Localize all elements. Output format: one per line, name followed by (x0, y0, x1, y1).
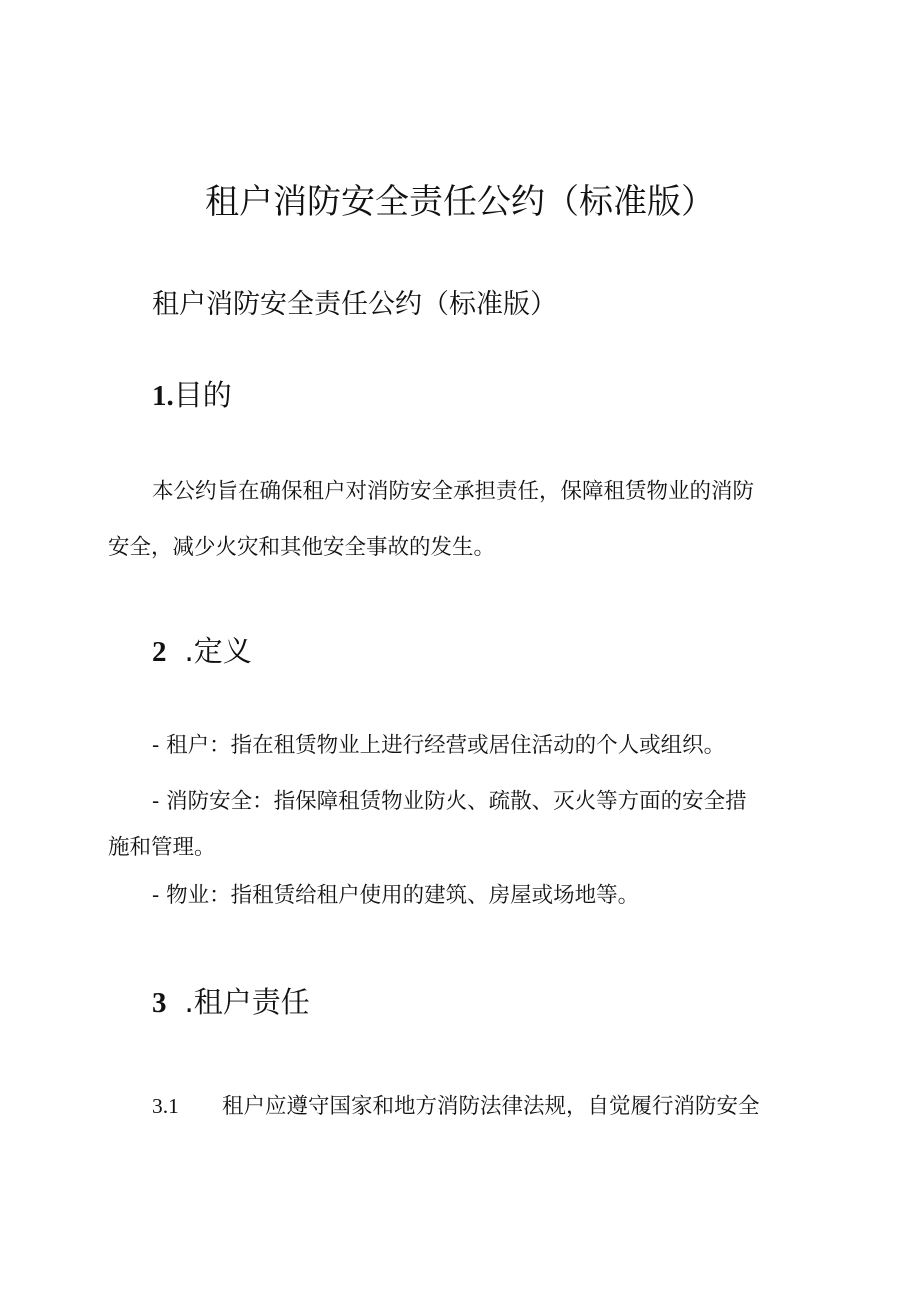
document-title: 租户消防安全责任公约（标准版） (205, 182, 715, 222)
clause-number: 3.1 (152, 1094, 179, 1118)
section-2-number: 2 (152, 636, 167, 668)
section-3-clauses (108, 1078, 808, 1134)
definition-line: - 租户：指在租赁物业上进行经营或居住活动的个人或组织。 (152, 733, 726, 758)
definition-line: - 消防安全：指保障租赁物业防火、疏散、灭火等方面的安全措 (152, 789, 747, 814)
document-subtitle: 租户消防安全责任公约（标准版） (152, 289, 557, 320)
section-2-definitions (108, 718, 808, 924)
section-2-title: .定义 (184, 634, 252, 668)
section-3-title: .租户责任 (184, 985, 310, 1019)
definition-line: 施和管理。 (108, 835, 216, 860)
paragraph-line: 本公约旨在确保租户对消防安全承担责任，保障租赁物业的消防 (152, 479, 755, 504)
section-1-number: 1. (152, 380, 174, 412)
section-1-title: 目的 (173, 378, 232, 412)
clause-line (108, 1078, 808, 1134)
section-3-number: 3 (152, 987, 167, 1019)
section-3-heading (152, 982, 310, 1023)
section-1-heading (152, 375, 232, 416)
section-2-heading (152, 631, 252, 672)
definition-line: - 物业：指租赁给租户使用的建筑、房屋或场地等。 (152, 883, 640, 908)
clause-text: 租户应遵守国家和地方消防法律法规，自觉履行消防安全 (222, 1094, 760, 1119)
section-1-paragraph (108, 464, 808, 576)
paragraph-line: 安全，减少火灾和其他安全事故的发生。 (108, 535, 496, 560)
